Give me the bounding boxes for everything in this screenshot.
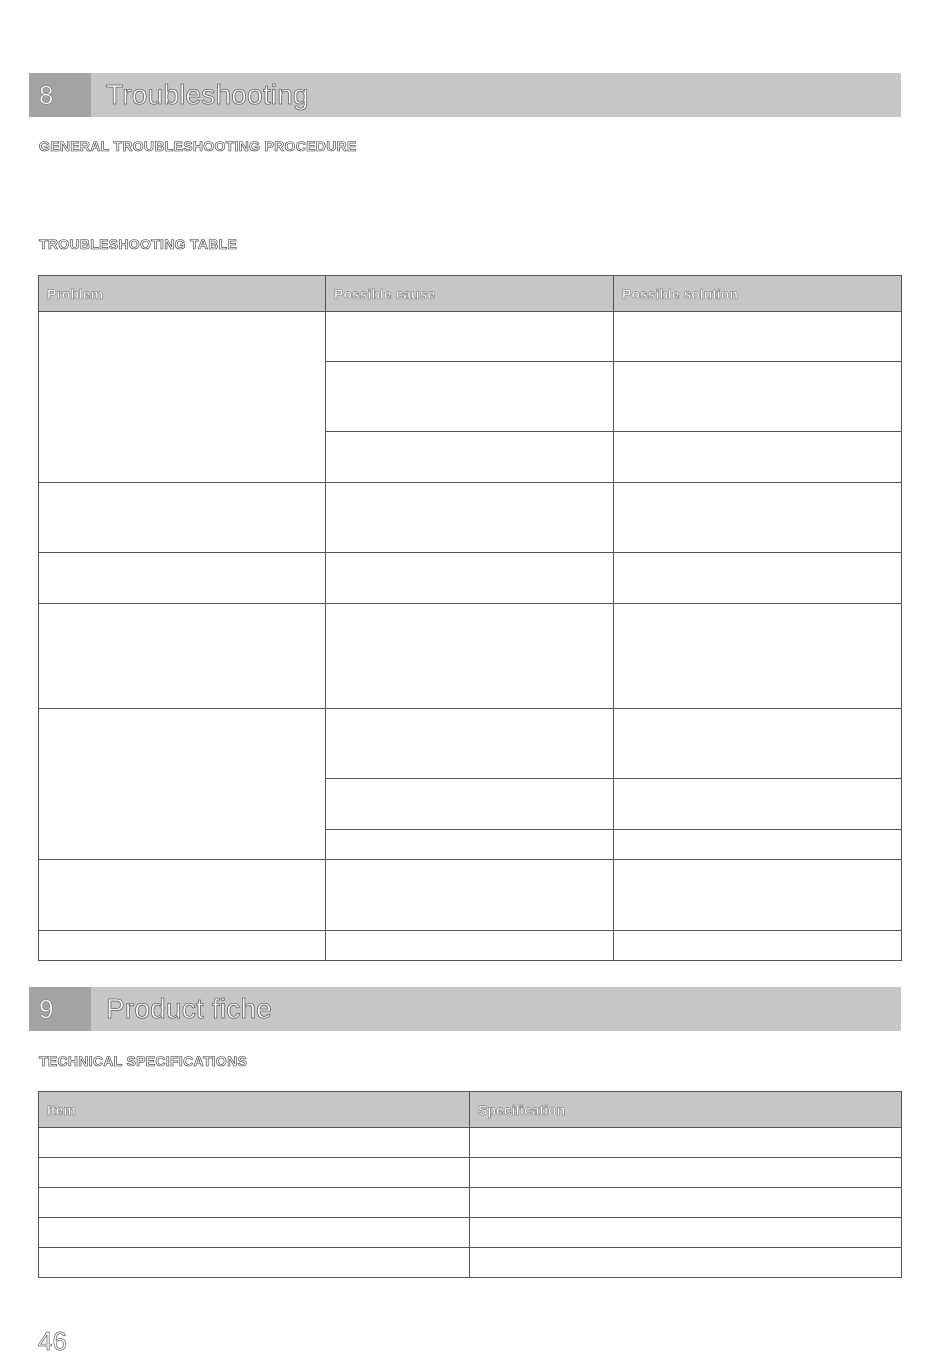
header-specification: Specification bbox=[470, 1092, 902, 1128]
table-cell bbox=[39, 709, 326, 860]
table-cell bbox=[614, 362, 902, 432]
table-cell bbox=[614, 483, 902, 553]
table-cell bbox=[39, 1158, 470, 1188]
section-8-header bbox=[29, 73, 901, 117]
table-cell bbox=[326, 931, 614, 961]
table-cell bbox=[326, 604, 614, 709]
table-cell bbox=[470, 1218, 902, 1248]
section-9-title: Product fiche bbox=[106, 993, 273, 1024]
table-cell bbox=[326, 779, 614, 830]
table-row bbox=[39, 709, 902, 779]
table-cell bbox=[39, 1188, 470, 1218]
table-row bbox=[39, 312, 902, 362]
header-item: Item bbox=[39, 1092, 470, 1128]
table-row bbox=[39, 1128, 902, 1158]
table-row bbox=[39, 1218, 902, 1248]
table-cell bbox=[470, 1188, 902, 1218]
table-cell bbox=[614, 312, 902, 362]
table-row bbox=[39, 604, 902, 709]
table-cell bbox=[39, 1218, 470, 1248]
section-8-number: 8 bbox=[29, 73, 91, 117]
table-cell bbox=[614, 830, 902, 860]
table-cell bbox=[326, 312, 614, 362]
table-cell bbox=[39, 483, 326, 553]
table-cell bbox=[614, 860, 902, 931]
table-cell bbox=[39, 860, 326, 931]
table-cell bbox=[614, 709, 902, 779]
table-cell bbox=[470, 1158, 902, 1188]
table-cell bbox=[39, 931, 326, 961]
table-cell bbox=[614, 553, 902, 604]
table-cell bbox=[470, 1248, 902, 1278]
table-cell bbox=[39, 553, 326, 604]
table-cell bbox=[614, 779, 902, 830]
table-cell bbox=[614, 432, 902, 483]
technical-specifications-heading: TECHNICAL SPECIFICATIONS bbox=[39, 1053, 248, 1069]
table-row bbox=[39, 1158, 902, 1188]
table-cell bbox=[614, 931, 902, 961]
table-cell bbox=[326, 830, 614, 860]
table-row bbox=[39, 860, 902, 931]
table-row bbox=[39, 1248, 902, 1278]
table-cell bbox=[326, 709, 614, 779]
table-cell bbox=[326, 553, 614, 604]
table-cell bbox=[326, 860, 614, 931]
page-number: 46 bbox=[38, 1326, 67, 1356]
header-possible-cause: Possible cause bbox=[326, 276, 614, 312]
table-cell bbox=[39, 1248, 470, 1278]
table-row bbox=[39, 931, 902, 961]
table-cell bbox=[39, 1128, 470, 1158]
table-row bbox=[39, 1188, 902, 1218]
table-row bbox=[39, 483, 902, 553]
table-cell bbox=[614, 604, 902, 709]
table-cell bbox=[39, 604, 326, 709]
table-cell bbox=[326, 483, 614, 553]
specifications-table bbox=[38, 1091, 902, 1278]
general-procedure-heading: GENERAL TROUBLESHOOTING PROCEDURE bbox=[39, 138, 357, 154]
section-9-number: 9 bbox=[29, 987, 91, 1031]
section-9-header bbox=[29, 987, 901, 1031]
table-row bbox=[39, 553, 902, 604]
section-8-title: Troubleshooting bbox=[106, 79, 309, 110]
header-problem: Problem bbox=[39, 276, 326, 312]
table-cell bbox=[470, 1128, 902, 1158]
troubleshooting-table-heading: TROUBLESHOOTING TABLE bbox=[39, 236, 238, 252]
table-cell bbox=[326, 432, 614, 483]
header-possible-solution: Possible solution bbox=[614, 276, 902, 312]
troubleshooting-table bbox=[38, 275, 902, 961]
table-cell bbox=[39, 312, 326, 483]
table-cell bbox=[326, 362, 614, 432]
